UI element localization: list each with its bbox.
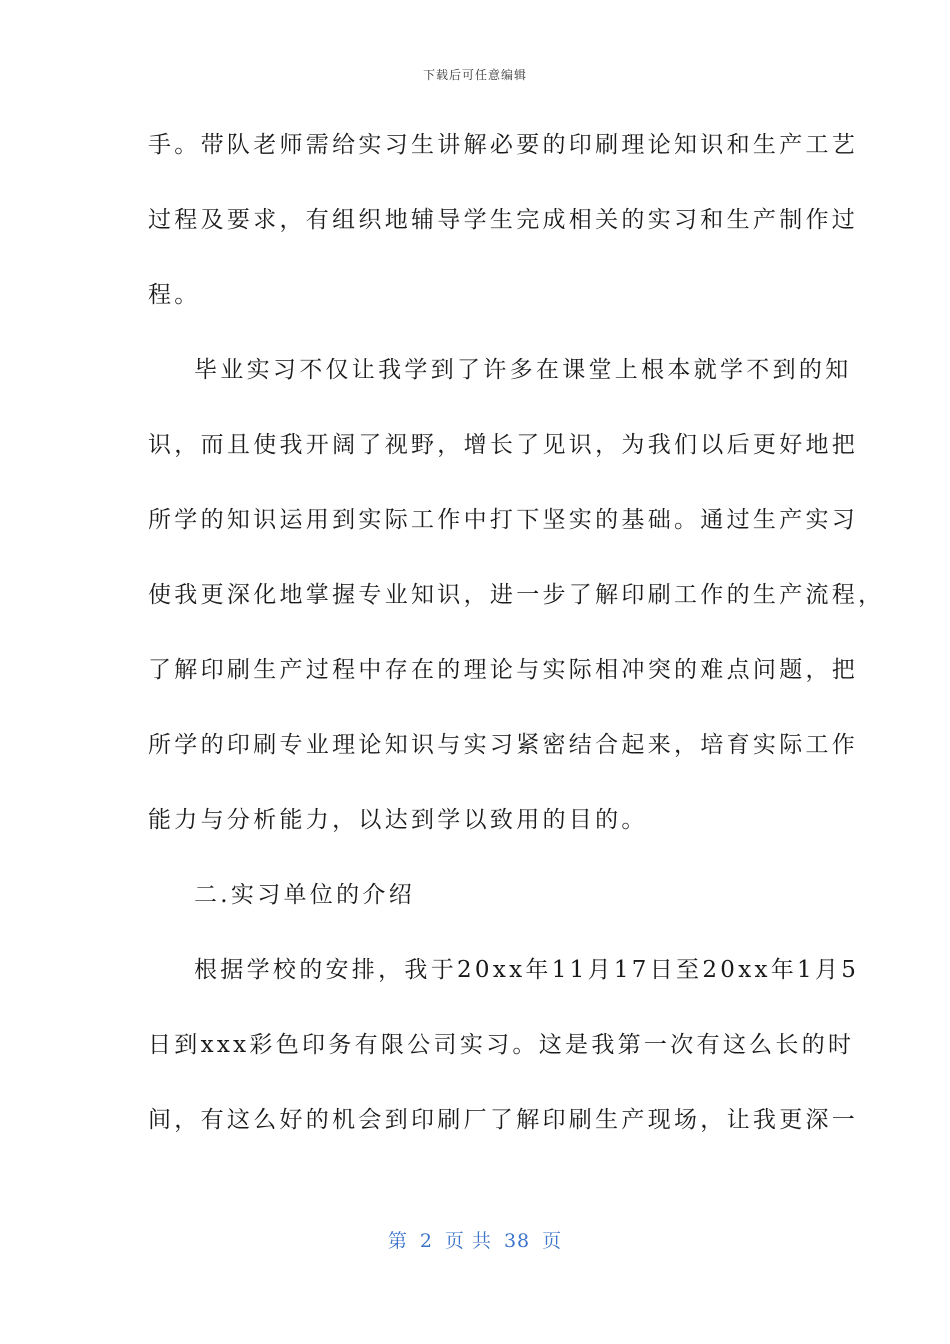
body-line: 过程及要求，有组织地辅导学生完成相关的实习和生产制作过 [148, 207, 859, 233]
section-heading: 二.实习单位的介绍 [194, 882, 416, 908]
current-page-number: 2 [419, 1230, 433, 1252]
paragraph-start-line: 毕业实习不仅让我学到了许多在课堂上根本就学不到的知 [194, 357, 852, 383]
total-page-count: 38 [503, 1230, 531, 1252]
body-line: 能力与分析能力，以达到学以致用的目的。 [148, 807, 648, 833]
header-note: 下载后可任意编辑 [422, 68, 527, 82]
paragraph-start-line: 根据学校的安排，我于20xx年11月17日至20xx年1月5 [194, 957, 860, 983]
body-line: 程。 [148, 282, 201, 308]
body-line: 了解印刷生产过程中存在的理论与实际相冲突的难点问题，把 [148, 657, 859, 683]
body-line: 日到xxx彩色印务有限公司实习。这是我第一次有这么长的时 [148, 1032, 855, 1058]
body-line: 使我更深化地掌握专业知识，进一步了解印刷工作的生产流程， [148, 582, 885, 608]
page-number-footer [0, 1226, 950, 1253]
body-line: 识，而且使我开阔了视野，增长了见识，为我们以后更好地把 [148, 432, 859, 458]
footer-middle: 页 共 [444, 1230, 492, 1252]
footer-prefix: 第 [387, 1230, 408, 1252]
body-line: 手。带队老师需给实习生讲解必要的印刷理论知识和生产工艺 [148, 132, 859, 158]
body-line: 所学的印刷专业理论知识与实习紧密结合起来，培育实际工作 [148, 732, 859, 758]
body-text [148, 120, 885, 1170]
body-line: 所学的知识运用到实际工作中打下坚实的基础。通过生产实习 [148, 507, 859, 533]
body-line: 间，有这么好的机会到印刷厂了解印刷生产现场，让我更深一 [148, 1107, 859, 1133]
footer-suffix: 页 [542, 1230, 563, 1252]
